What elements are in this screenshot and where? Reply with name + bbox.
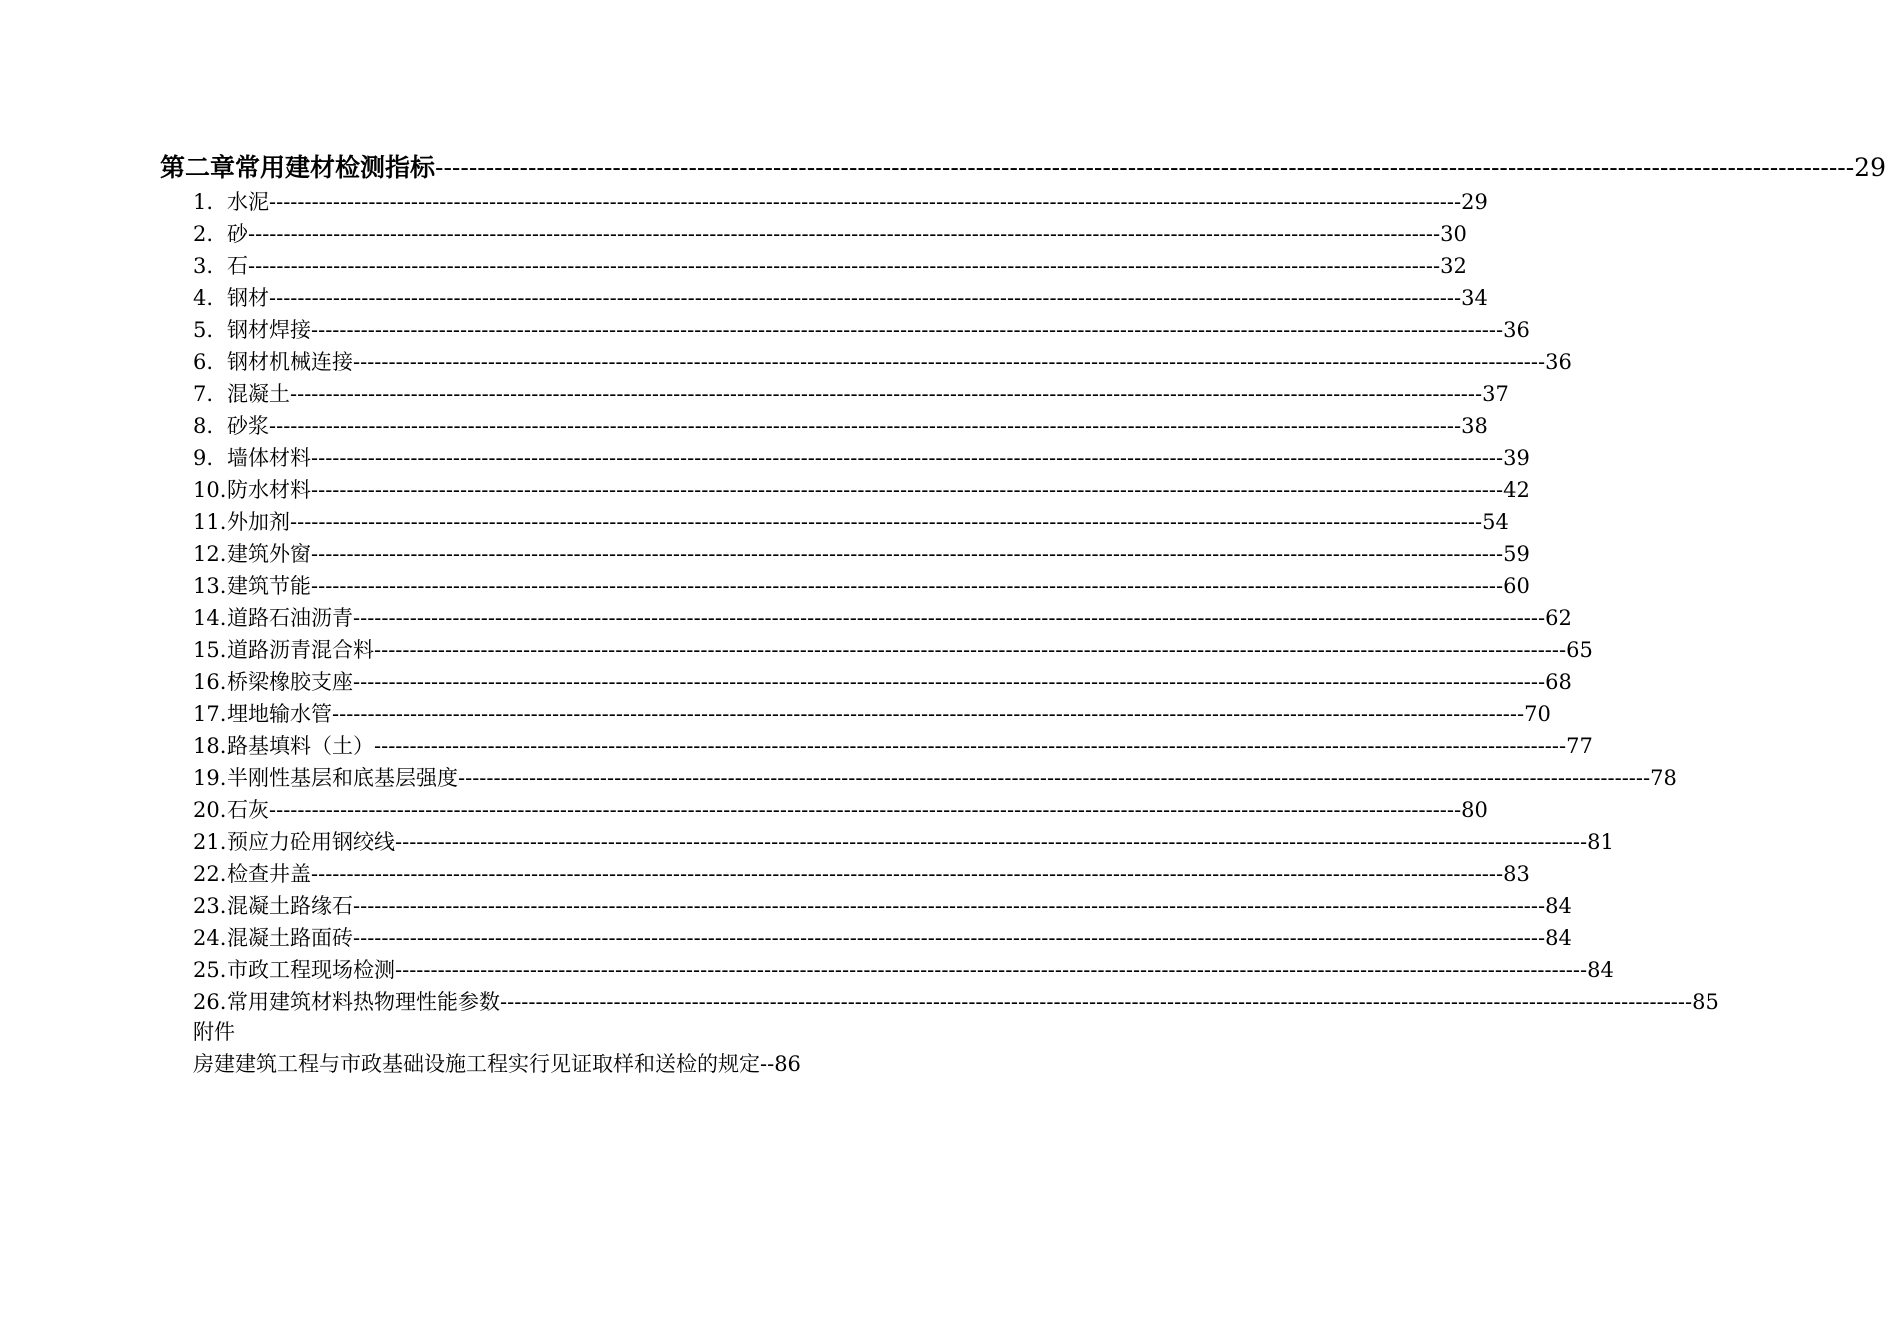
toc-entry-number: 26. <box>193 990 227 1014</box>
toc-entry-label: 墙体材料 <box>227 446 311 470</box>
toc-entry-page: 36 <box>1503 318 1530 342</box>
toc-entry[interactable] <box>193 890 1572 922</box>
toc-entry-page: 83 <box>1503 862 1530 886</box>
toc-entry[interactable] <box>193 602 1572 634</box>
leader-dashes: ------------------------------------------------------------------------------------------------------------------------------------------------------------------------ <box>311 446 1504 470</box>
leader-dashes: ------------------------------------------------------------------------------------------------------------------------------------------------------------------------ <box>269 414 1462 438</box>
chapter-page-number: 29 <box>1854 153 1886 182</box>
leader-dashes: ------------------------------------------------------------------------------------------------------------------------------------------------------------------------ <box>395 958 1588 982</box>
toc-entry[interactable] <box>193 698 1551 730</box>
toc-entry-page: 78 <box>1650 766 1677 790</box>
toc-entry-number: 12. <box>193 542 227 566</box>
chapter-number: 第二章 <box>160 153 236 182</box>
toc-entry-number: 9. <box>193 446 214 470</box>
toc-entry[interactable] <box>193 826 1614 858</box>
toc-entry[interactable] <box>193 954 1614 986</box>
toc-entry-page: 36 <box>1545 350 1572 374</box>
toc-entry[interactable] <box>193 250 1467 282</box>
toc-entry-number: 19. <box>193 766 227 790</box>
toc-entry-page: 65 <box>1566 638 1593 662</box>
leader-dashes: ------------------------------------------------------------------------------------------------------------------------------------------------------------------------ <box>353 606 1546 630</box>
toc-entry[interactable] <box>193 346 1572 378</box>
toc-entry[interactable] <box>193 506 1509 538</box>
toc-entry-number: 13. <box>193 574 227 598</box>
toc-entry-number: 22. <box>193 862 227 886</box>
toc-entry-number: 6. <box>193 350 214 374</box>
toc-entry-label: 桥梁橡胶支座 <box>227 670 353 694</box>
leader-dashes: ------------------------------------------------------------------------------------------------------------------------------------------------------------------------ <box>290 382 1483 406</box>
leader-dashes: ------------------------------------------------------------------------------------------------------------------------------------------------------------------------ <box>435 153 1855 182</box>
toc-entry-label: 预应力砼用钢绞线 <box>227 830 395 854</box>
toc-entry-label: 混凝土 <box>227 382 290 406</box>
toc-entry-label: 半刚性基层和底基层强度 <box>227 766 458 790</box>
toc-entry[interactable] <box>193 666 1572 698</box>
toc-entry-number: 7. <box>193 382 214 406</box>
toc-entry-number: 16. <box>193 670 227 694</box>
leader-dashes: ------------------------------------------------------------------------------------------------------------------------------------------------------------------------ <box>353 894 1546 918</box>
leader-dashes: ------------------------------------------------------------------------------------------------------------------------------------------------------------------------ <box>269 190 1462 214</box>
toc-entry-page: 54 <box>1482 510 1509 534</box>
toc-entry-label: 路基填料（土） <box>227 734 374 758</box>
toc-entry-number: 10. <box>193 478 227 502</box>
toc-entry-label: 混凝土路缘石 <box>227 894 353 918</box>
toc-entry-number: 3. <box>193 254 214 278</box>
toc-entry-page: 84 <box>1587 958 1614 982</box>
toc-entry-number: 1. <box>193 190 214 214</box>
toc-entry-label: 石 <box>227 254 248 278</box>
toc-entry[interactable] <box>193 282 1488 314</box>
toc-entry[interactable] <box>193 474 1530 506</box>
toc-entry-label: 埋地输水管 <box>227 702 332 726</box>
toc-entry[interactable] <box>193 186 1488 218</box>
toc-entry-label: 市政工程现场检测 <box>227 958 395 982</box>
toc-entry-label: 建筑外窗 <box>227 542 311 566</box>
toc-entry-label: 防水材料 <box>227 478 311 502</box>
toc-entry-page: 32 <box>1440 254 1467 278</box>
toc-entry-number: 23. <box>193 894 227 918</box>
toc-entry[interactable] <box>193 762 1677 794</box>
toc-entry-page: 70 <box>1524 702 1551 726</box>
toc-entry-page: 84 <box>1545 894 1572 918</box>
toc-entry-label: 道路沥青混合料 <box>227 638 374 662</box>
toc-entry-page: 84 <box>1545 926 1572 950</box>
toc-entry-page: 30 <box>1440 222 1467 246</box>
toc-entry[interactable] <box>193 730 1593 762</box>
leader-dashes: ------------------------------------------------------------------------------------------------------------------------------------------------------------------------ <box>311 478 1504 502</box>
leader-dashes: ------------------------------------------------------------------------------------------------------------------------------------------------------------------------ <box>311 574 1504 598</box>
toc-entry-number: 17. <box>193 702 227 726</box>
leader-dashes: ------------------------------------------------------------------------------------------------------------------------------------------------------------------------ <box>395 830 1588 854</box>
leader-dashes: ------------------------------------------------------------------------------------------------------------------------------------------------------------------------ <box>332 702 1525 726</box>
toc-entry[interactable] <box>193 538 1530 570</box>
toc-entry-page: 42 <box>1503 478 1530 502</box>
toc-entry-list <box>193 186 1719 1018</box>
toc-entry-number: 20. <box>193 798 227 822</box>
toc-entry-page: 81 <box>1587 830 1614 854</box>
toc-entry-label: 钢材机械连接 <box>227 350 353 374</box>
leader-dashes: ------------------------------------------------------------------------------------------------------------------------------------------------------------------------ <box>374 734 1567 758</box>
chapter-heading[interactable] <box>160 150 1886 186</box>
toc-entry-page: 62 <box>1545 606 1572 630</box>
leader-dashes: ------------------------------------------------------------------------------------------------------------------------------------------------------------------------ <box>500 990 1693 1014</box>
leader-dashes: ------------------------------------------------------------------------------------------------------------------------------------------------------------------------ <box>269 286 1462 310</box>
leader-dashes: ------------------------------------------------------------------------------------------------------------------------------------------------------------------------ <box>311 862 1504 886</box>
toc-entry-label: 石灰 <box>227 798 269 822</box>
toc-entry-number: 14. <box>193 606 227 630</box>
appendix-entry[interactable]: 房建建筑工程与市政基础设施工程实行见证取样和送检的规定--86 <box>193 1052 801 1076</box>
toc-entry-number: 24. <box>193 926 227 950</box>
toc-entry[interactable] <box>193 634 1593 666</box>
toc-entry[interactable] <box>193 858 1530 890</box>
toc-entry[interactable] <box>193 218 1467 250</box>
toc-entry-label: 常用建筑材料热物理性能参数 <box>227 990 500 1014</box>
toc-entry-page: 29 <box>1461 190 1488 214</box>
toc-entry-number: 4. <box>193 286 214 310</box>
toc-entry[interactable] <box>193 570 1530 602</box>
toc-entry-label: 砂浆 <box>227 414 269 438</box>
toc-entry-label: 外加剂 <box>227 510 290 534</box>
toc-entry-label: 混凝土路面砖 <box>227 926 353 950</box>
toc-entry-page: 37 <box>1482 382 1509 406</box>
toc-entry[interactable] <box>193 314 1530 346</box>
toc-entry-label: 水泥 <box>227 190 269 214</box>
toc-entry[interactable] <box>193 794 1488 826</box>
leader-dashes: ------------------------------------------------------------------------------------------------------------------------------------------------------------------------ <box>353 926 1546 950</box>
leader-dashes: ------------------------------------------------------------------------------------------------------------------------------------------------------------------------ <box>269 798 1462 822</box>
toc-entry-number: 8. <box>193 414 214 438</box>
toc-entry-page: 80 <box>1461 798 1488 822</box>
toc-entry[interactable] <box>193 922 1572 954</box>
toc-entry-label: 检查井盖 <box>227 862 311 886</box>
leader-dashes: ------------------------------------------------------------------------------------------------------------------------------------------------------------------------ <box>311 318 1504 342</box>
chapter-title: 常用建材检测指标 <box>235 153 436 182</box>
appendix-heading: 附件 <box>193 1020 235 1044</box>
leader-dashes: ------------------------------------------------------------------------------------------------------------------------------------------------------------------------ <box>458 766 1651 790</box>
toc-entry-label: 钢材焊接 <box>227 318 311 342</box>
toc-entry-number: 18. <box>193 734 227 758</box>
toc-entry-number: 11. <box>193 510 227 534</box>
leader-dashes: ------------------------------------------------------------------------------------------------------------------------------------------------------------------------ <box>248 222 1441 246</box>
leader-dashes: ------------------------------------------------------------------------------------------------------------------------------------------------------------------------ <box>311 542 1504 566</box>
toc-entry-label: 钢材 <box>227 286 269 310</box>
toc-entry-label: 道路石油沥青 <box>227 606 353 630</box>
toc-entry-page: 59 <box>1503 542 1530 566</box>
toc-entry-page: 39 <box>1503 446 1530 470</box>
toc-entry-number: 15. <box>193 638 227 662</box>
leader-dashes: ------------------------------------------------------------------------------------------------------------------------------------------------------------------------ <box>353 670 1546 694</box>
toc-entry-label: 建筑节能 <box>227 574 311 598</box>
toc-entry-page: 85 <box>1692 990 1719 1014</box>
toc-entry-number: 25. <box>193 958 227 982</box>
leader-dashes: ------------------------------------------------------------------------------------------------------------------------------------------------------------------------ <box>374 638 1567 662</box>
leader-dashes: ------------------------------------------------------------------------------------------------------------------------------------------------------------------------ <box>290 510 1483 534</box>
toc-entry-page: 34 <box>1461 286 1488 310</box>
leader-dashes: ------------------------------------------------------------------------------------------------------------------------------------------------------------------------ <box>353 350 1546 374</box>
toc-entry-page: 68 <box>1545 670 1572 694</box>
toc-entry[interactable] <box>193 410 1488 442</box>
toc-entry[interactable] <box>193 986 1719 1018</box>
toc-entry-number: 5. <box>193 318 214 342</box>
toc-entry[interactable] <box>193 378 1509 410</box>
toc-entry-page: 77 <box>1566 734 1593 758</box>
leader-dashes: ------------------------------------------------------------------------------------------------------------------------------------------------------------------------ <box>248 254 1441 278</box>
toc-entry-page: 38 <box>1461 414 1488 438</box>
toc-entry-number: 21. <box>193 830 227 854</box>
toc-entry[interactable] <box>193 442 1530 474</box>
toc-entry-page: 60 <box>1503 574 1530 598</box>
toc-entry-number: 2. <box>193 222 214 246</box>
toc-entry-label: 砂 <box>227 222 248 246</box>
